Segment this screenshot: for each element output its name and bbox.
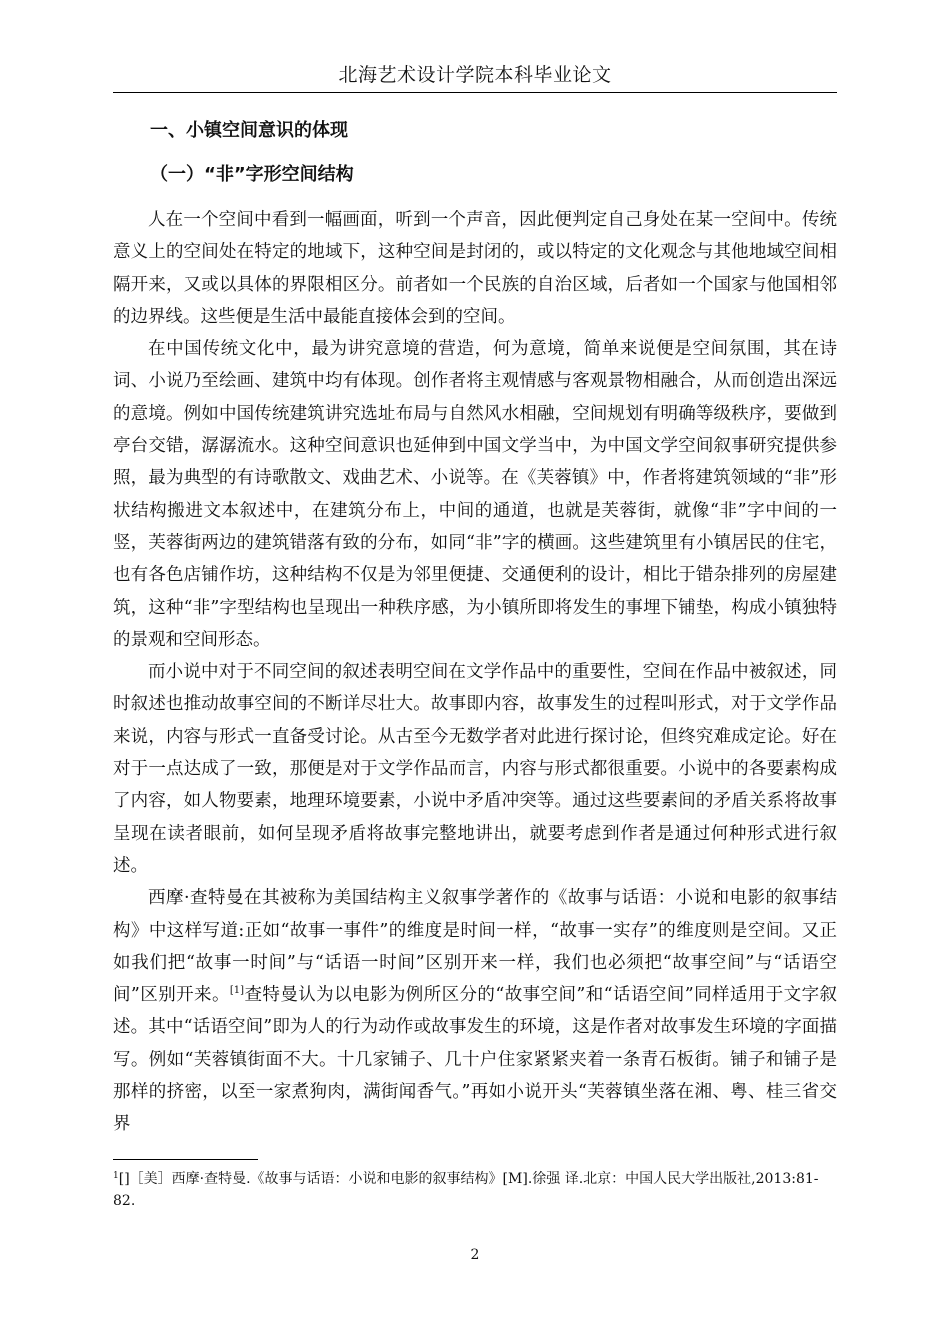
paragraph-4-part-b: 查特曼认为以电影为例所区分的“故事空间”和“话语空间”同样适用于文字叙述。其中“话语空间”即为人的行为动作或故事发生的环境，这是作者对故事发生环境的字面描写。例如“芙蓉镇街面不大。十几家铺子、几十户住家紧紧夹着一条青石板街。铺子和铺子是那样的挤密，以至一家煮狗肉，满街闻香气。”再如小说开头“芙蓉镇坐落在湘、粤、桂三省交界 — [113, 985, 837, 1135]
header-rule — [113, 92, 837, 93]
paragraph-2: 在中国传统文化中，最为讲究意境的营造，何为意境，简单来说便是空间氛围，其在诗词、小说乃至绘画、建筑中均有体现。创作者将主观情感与客观景物相融合，从而创造出深远的意境。例如中国传统建筑讲究选址布局与自然风水相融，空间规划有明确等级秩序，要做到亭台交错，潺潺流水。这种空间意识也延伸到中国文学当中，为中国文学空间叙事研究提供参照，最为典型的有诗歌散文、戏曲艺术、小说等。在《芙蓉镇》中，作者将建筑领域的“非”形状结构搬进文本叙述中，在建筑分布上，中间的通道，也就是芙蓉街，就像“非”字中间的一竖，芙蓉街两边的建筑错落有致的分布，如同“非”字的横画。这些建筑里有小镇居民的住宅，也有各色店铺作坊，这种结构不仅是为邻里便捷、交通便利的设计，相比于错杂排列的房屋建筑，这种“非”字型结构也呈现出一种秩序感，为小镇所即将发生的事埋下铺垫，构成小镇独特的景观和空间形态。 — [113, 339, 837, 650]
footnote — [113, 1168, 837, 1212]
page-header-title: 北海艺术设计学院本科毕业论文 — [338, 64, 612, 86]
footnote-rule — [113, 1159, 258, 1160]
paragraph-4 — [113, 882, 837, 1140]
footnote-text: []［美］西摩·查特曼.《故事与话语：小说和电影的叙事结构》[M].徐强 译.北京：中国人民大学出版社,2013:81-82. — [113, 1171, 819, 1209]
footnote-mark: 1 — [113, 1171, 119, 1181]
section-heading: 一、小镇空间意识的体现 — [150, 120, 348, 141]
subsection-heading: （一）“非”字形空间结构 — [150, 164, 354, 185]
page-number: 2 — [470, 1247, 480, 1263]
citation-marker: [1] — [229, 985, 245, 997]
paragraph-4-part-a: 西摩·查特曼在其被称为美国结构主义叙事学著作的《故事与话语：小说和电影的叙事结构》中这样写道:正如“故事一事件”的维度是时间一样，“故事一实存”的维度则是空间。又正如我们把“故事一时间”与“话语一时间”区别开来一样，我们也必须把“故事空间”与“话语空间”区别开来。 — [113, 888, 837, 1006]
paragraph-3: 而小说中对于不同空间的叙述表明空间在文学作品中的重要性，空间在作品中被叙述，同时叙述也推动故事空间的不断详尽壮大。故事即内容，故事发生的过程叫形式，对于文学作品来说，内容与形式一直备受讨论。从古至今无数学者对此进行探讨论，但终究难成定论。好在对于一点达成了一致，那便是对于文学作品而言，内容与形式都很重要。小说中的各要素构成了内容，如人物要素，地理环境要素，小说中矛盾冲突等。通过这些要素间的矛盾关系将故事呈现在读者眼前，如何呈现矛盾将故事完整地讲出，就要考虑到作者是通过何种形式进行叙述。 — [113, 662, 837, 876]
paragraph-1: 人在一个空间中看到一幅画面，听到一个声音，因此便判定自己身处在某一空间中。传统意义上的空间处在特定的地域下，这种空间是封闭的，或以特定的文化观念与其他地域空间相隔开来，又或以具体的界限相区分。前者如一个民族的自治区域，后者如一个国家与他国相邻的边界线。这些便是生活中最能直接体会到的空间。 — [113, 210, 837, 327]
body-text — [113, 204, 837, 1141]
